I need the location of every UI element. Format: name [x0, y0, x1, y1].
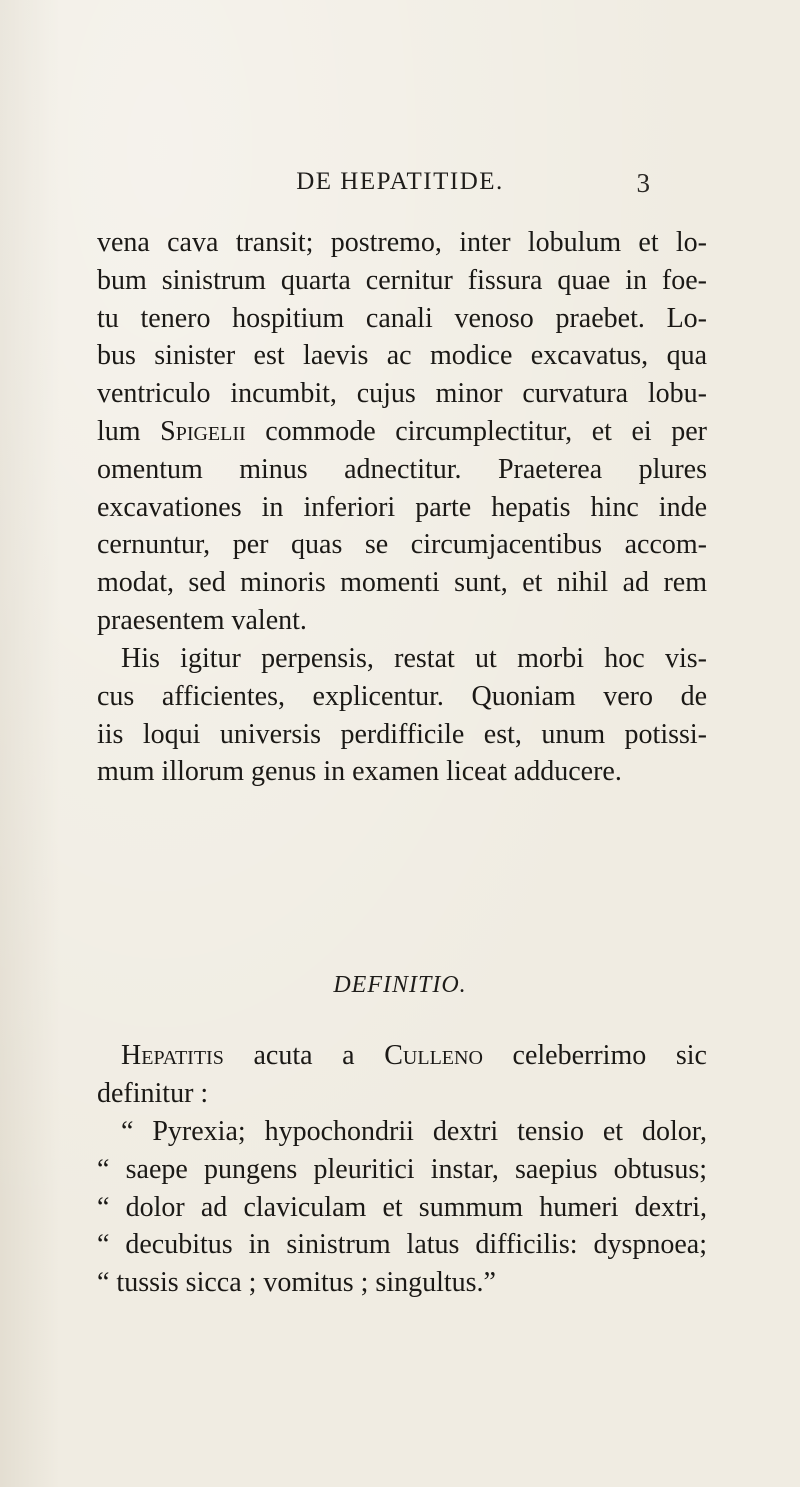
text-line: modat, sed minoris momenti sunt, et nihil ad rem	[97, 567, 707, 599]
running-title: DE HEPATITIDE.	[296, 168, 504, 195]
author-name-spigelii: Spigelii	[160, 415, 246, 447]
text-fragment: acuta a	[223, 1040, 385, 1071]
text-line: omentum minus adnectitur. Praeterea plures	[97, 453, 707, 485]
quote-line: “ saepe pungens pleuritici instar, saepius obtusus;	[97, 1153, 707, 1185]
text-line: bum sinistrum quarta cernitur fissura quae in foe-	[97, 264, 707, 296]
text-line: excavationes in inferiori parte hepatis hinc inde	[97, 491, 707, 523]
text-line-definition	[97, 1037, 707, 1075]
text-line: ventriculo incumbit, cujus minor curvatura lobu-	[97, 378, 707, 410]
text-line: His igitur perpensis, restat ut morbi hoc vis-	[121, 643, 707, 674]
paragraph-anatomy	[97, 224, 707, 640]
author-name-culleno: Culleno	[384, 1040, 483, 1071]
text-line: definitur :	[97, 1077, 209, 1109]
section-heading: DEFINITIO.	[333, 972, 467, 998]
quote-line: “ decubitus in sinistrum latus difficilis: dyspnoea;	[97, 1229, 707, 1261]
term-hepatitis: Hepatitis	[121, 1040, 224, 1071]
text-fragment: celeberrimo sic	[482, 1040, 707, 1071]
quote-line: “ Pyrexia; hypochondrii dextri tensio et dolor,	[121, 1116, 707, 1147]
quote-line: “ dolor ad claviculam et summum humeri dextri,	[97, 1191, 707, 1223]
text-line: tu tenero hospitium canali venoso praebet. Lo-	[97, 302, 707, 334]
text-line: cernuntur, per quas se circumjacentibus accom-	[97, 529, 707, 561]
text-line: bus sinister est laevis ac modice excavatus, qua	[97, 340, 707, 372]
paragraph-morbi	[97, 640, 707, 791]
quotation-block	[97, 1113, 707, 1302]
page-number: 3	[636, 168, 650, 198]
quote-line: “ tussis sicca ; vomitus ; singultus.”	[97, 1267, 496, 1299]
paragraph-definition	[97, 1037, 707, 1113]
text-line: cus afficientes, explicentur. Quoniam vero de	[97, 680, 707, 712]
text-line: iis loqui universis perdifficile est, unum potissi-	[97, 718, 707, 750]
running-head	[0, 168, 800, 204]
text-fragment: lum	[97, 415, 161, 447]
text-line: mum illorum genus in examen liceat adducere.	[97, 756, 622, 788]
text-line: praesentem valent.	[97, 604, 307, 636]
text-line-spigelii	[97, 413, 707, 451]
text-line: vena cava transit; postremo, inter lobulum et lo-	[97, 227, 707, 258]
text-fragment: commode circumplectitur, et ei per	[265, 415, 707, 447]
